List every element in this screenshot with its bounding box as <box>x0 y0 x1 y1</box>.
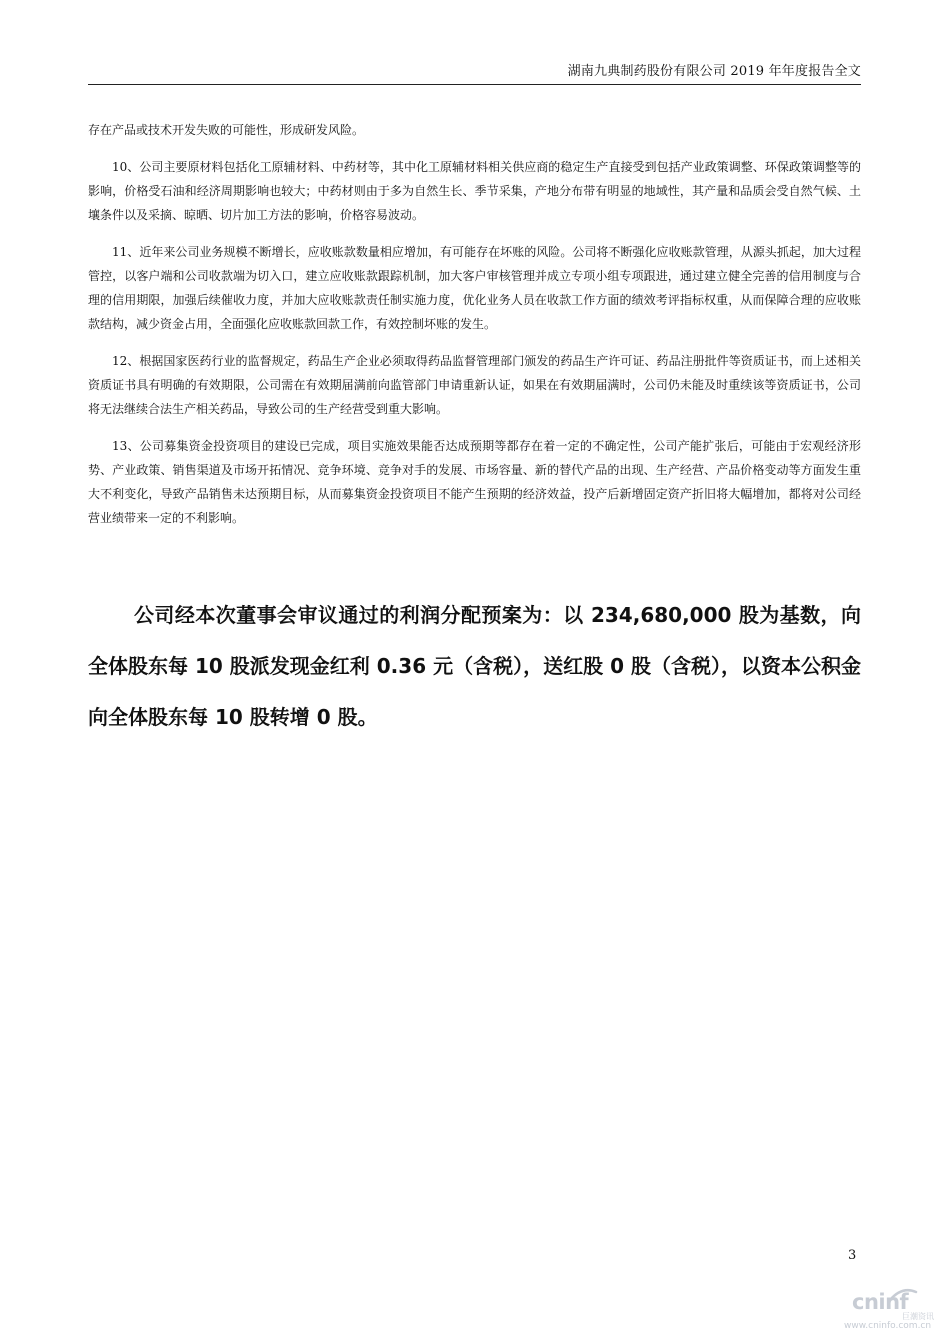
watermark-sub-text: 巨潮资讯 <box>902 1312 934 1321</box>
document-body <box>88 118 861 543</box>
cninfo-watermark <box>844 1288 936 1332</box>
watermark-url: www.cninfo.com.cn <box>844 1321 932 1331</box>
paragraph-risk-13: 13、公司募集资金投资项目的建设已完成，项目实施效果能否达成预期等都存在着一定的不确定性，公司产能扩张后，可能由于宏观经济形势、产业政策、销售渠道及市场开拓情况、竞争环境、竞争对手的发展、市场容量、新的替代产品的出现、生产经营、产品价格变动等方面发生重大不利变化，导致产品销售未达预期目标，从而募集资金投资项目不能产生预期的经济效益，投产后新增固定资产折旧将大幅增加，都将对公司经营业绩带来一定的不利影响。 <box>88 439 861 525</box>
watermark-logo-text: cninf <box>852 1290 909 1314</box>
dividend-statement: 公司经本次董事会审议通过的利润分配预案为：以 234,680,000 股为基数，向全体股东每 10 股派发现金红利 0.36 元（含税），送红股 0 股（含税），以资本公积金向全体股东每 10 股转增 0 股。 <box>88 603 861 729</box>
header-title: 湖南九典制药股份有限公司 2019 年年度报告全文 <box>567 64 861 79</box>
paragraph-risk-12: 12、根据国家医药行业的监督规定，药品生产企业必须取得药品监督管理部门颁发的药品生产许可证、药品注册批件等资质证书，而上述相关资质证书具有明确的有效期限，公司需在有效期届满前向监管部门申请重新认证，如果在有效期届满时，公司仍未能及时重续该等资质证书，公司将无法继续合法生产相关药品，导致公司的生产经营受到重大影响。 <box>88 354 861 416</box>
paragraph-risk-10: 10、公司主要原材料包括化工原辅材料、中药材等，其中化工原辅材料相关供应商的稳定生产直接受到包括产业政策调整、环保政策调整等的影响，价格受石油和经济周期影响也较大；中药材则由于多为自然生长、季节采集，产地分布带有明显的地域性，其产量和品质会受自然气候、土壤条件以及采摘、晾晒、切片加工方法的影响，价格容易波动。 <box>88 160 861 222</box>
page-header <box>88 62 861 85</box>
paragraph-risk-11: 11、近年来公司业务规模不断增长，应收账款数量相应增加，有可能存在坏账的风险。公司将不断强化应收账款管理，从源头抓起，加大过程管控，以客户端和公司收款端为切入口，建立应收账款跟踪机制，加大客户审核管理并成立专项小组专项跟进，通过建立健全完善的信用制度与合理的信用期限，加强后续催收力度，并加大应收账款责任制实施力度，优化业务人员在收款工作方面的绩效考评指标权重，从而保障合理的应收账款结构，减少资金占用，全面强化应收账款回款工作，有效控制坏账的发生。 <box>88 245 861 331</box>
paragraph-continuation: 存在产品或技术开发失败的可能性，形成研发风险。 <box>88 123 365 137</box>
page-number: 3 <box>848 1248 857 1263</box>
